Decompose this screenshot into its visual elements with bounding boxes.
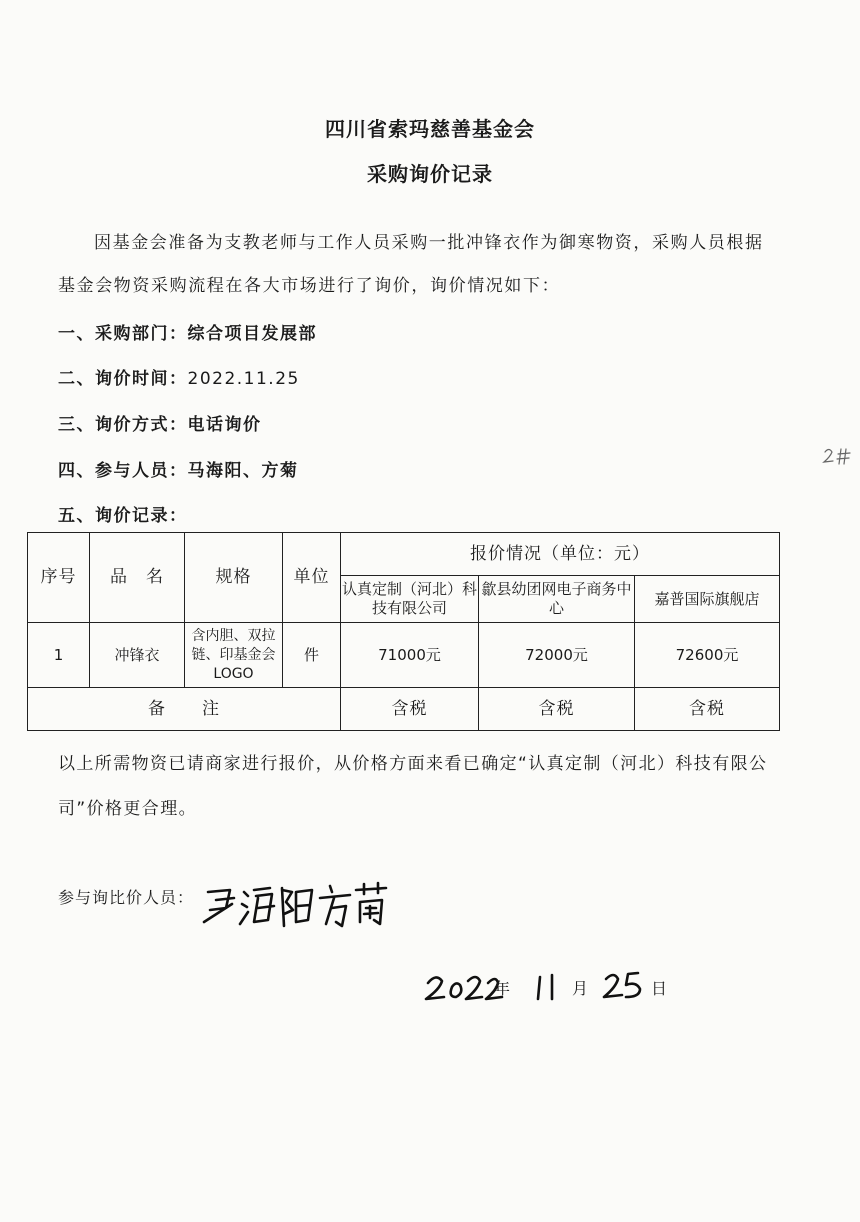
method-label: 三、询价方式： <box>58 415 188 435</box>
people-value: 马海阳、方菊 <box>187 461 299 481</box>
dept-line <box>58 319 317 344</box>
dept-value: 综合项目发展部 <box>187 324 317 344</box>
row-no: 1 <box>28 623 90 688</box>
table-header-row <box>28 533 780 576</box>
remark-3: 含税 <box>635 688 780 731</box>
header-unit: 单位 <box>283 533 341 623</box>
time-label: 二、询价时间： <box>58 369 188 389</box>
org-title: 四川省索玛慈善基金会 <box>325 117 535 141</box>
header-no: 序号 <box>28 533 90 623</box>
row-name: 冲锋衣 <box>90 623 185 688</box>
price-3: 72600元 <box>635 623 780 688</box>
people-line <box>58 456 299 481</box>
price-1: 71000元 <box>341 623 479 688</box>
header-quote: 报价情况（单位：元） <box>341 533 780 576</box>
header-spec: 规格 <box>185 533 283 623</box>
intro-paragraph: 因基金会准备为支教老师与工作人员采购一批冲锋衣作为御寒物资，采购人员根据基金会物资采购流程在各大市场进行了询价，询价情况如下： <box>58 233 764 296</box>
remark-row <box>28 688 780 731</box>
date-day-label: 日 <box>651 979 668 998</box>
record-line <box>58 501 188 526</box>
vendor-3: 嘉普国际旗舰店 <box>635 576 780 623</box>
method-line <box>58 410 262 435</box>
conclusion-paragraph: 以上所需物资已请商家进行报价，从价格方面来看已确定“认真定制（河北）科技有限公司”价格更合理。 <box>58 754 768 819</box>
method-value: 电话询价 <box>187 415 262 435</box>
dept-label: 一、采购部门： <box>58 324 188 344</box>
signature-label: 参与询比价人员： <box>58 888 195 907</box>
handwritten-signature <box>200 878 390 932</box>
vendor-1: 认真定制（河北）科技有限公司 <box>341 576 479 623</box>
record-label: 五、询价记录： <box>58 506 188 526</box>
margin-note-2 <box>822 446 852 466</box>
date-year-label: 年 <box>494 979 511 998</box>
row-spec: 含内胆、双拉链、印基金会LOGO <box>185 623 283 688</box>
date-month-label: 月 <box>572 979 589 998</box>
doc-title: 采购询价记录 <box>367 162 493 186</box>
people-label: 四、参与人员： <box>58 461 188 481</box>
handwritten-date <box>420 965 660 1009</box>
header-name: 品 名 <box>90 533 185 623</box>
vendor-2: 歙县幼团网电子商务中心 <box>479 576 635 623</box>
table-row <box>28 623 780 688</box>
remark-2: 含税 <box>479 688 635 731</box>
time-line <box>58 364 300 389</box>
remark-1: 含税 <box>341 688 479 731</box>
remark-label: 备 注 <box>28 688 341 731</box>
price-2: 72000元 <box>479 623 635 688</box>
time-value: 2022.11.25 <box>187 369 300 389</box>
quote-table <box>27 532 780 731</box>
row-unit: 件 <box>283 623 341 688</box>
